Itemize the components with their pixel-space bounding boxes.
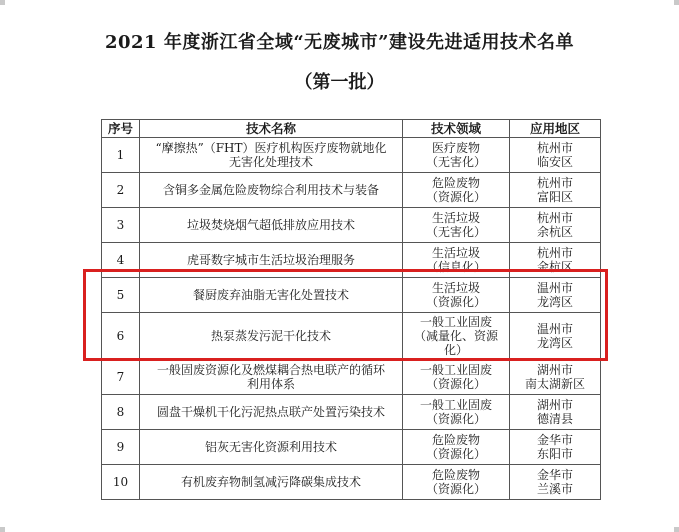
cell-region-line: 余杭区 [536, 225, 573, 239]
cell-region-line: 杭州市 [536, 141, 573, 155]
cell-no [102, 465, 140, 500]
cell-tech-field-line: （无害化） [425, 225, 486, 239]
table-row [102, 208, 601, 243]
cell-region-line: 余杭区 [536, 260, 573, 274]
cell-tech-field [403, 313, 510, 360]
cell-tech-field [403, 360, 510, 395]
table-row [102, 313, 601, 360]
cell-tech-field-line: 一般工业固废 [419, 315, 492, 329]
cell-tech-field [403, 208, 510, 243]
cell-no [102, 243, 140, 278]
cell-tech-name [140, 395, 403, 430]
cell-region-line: 德清县 [536, 412, 573, 426]
cell-tech-name-line: 含铜多金属危险废物综合利用技术与装备 [162, 183, 379, 197]
header-field: 技术领域 [403, 120, 510, 138]
cell-no-line: 1 [116, 148, 125, 162]
cell-region-line: 温州市 [536, 322, 573, 336]
cell-tech-name-line: 利用体系 [246, 377, 295, 391]
cell-tech-field-line: （资源化） [425, 447, 486, 461]
cell-tech-field [403, 395, 510, 430]
cell-region [510, 395, 601, 430]
cell-region [510, 465, 601, 500]
cell-tech-field-line: 一般工业固废 [419, 363, 492, 377]
cell-region [510, 278, 601, 313]
cell-tech-name [140, 313, 403, 360]
cell-tech-name-line: 虎哥数字城市生活垃圾治理服务 [186, 253, 355, 267]
cell-no-line: 3 [116, 218, 125, 232]
cell-region [510, 208, 601, 243]
cell-no-line: 8 [116, 405, 125, 419]
cell-tech-field-line: （资源化） [425, 377, 486, 391]
cell-tech-name [140, 138, 403, 173]
cell-tech-name-line: 一般固废资源化及燃煤耦合热电联产的循环 [156, 363, 385, 377]
cell-no-line: 5 [116, 288, 125, 302]
cell-tech-field-line: （信息化） [425, 260, 486, 274]
cell-region [510, 138, 601, 173]
cell-tech-field-line: 生活垃圾 [431, 281, 480, 295]
cell-tech-field [403, 278, 510, 313]
cell-tech-name [140, 465, 403, 500]
cell-region-line: 兰溪市 [536, 482, 573, 496]
cell-tech-name [140, 430, 403, 465]
cell-tech-name-line: 垃圾焚烧烟气超低排放应用技术 [186, 218, 355, 232]
cell-tech-field [403, 430, 510, 465]
cell-tech-field-line: （资源化） [425, 190, 486, 204]
table-row [102, 430, 601, 465]
header-no: 序号 [102, 120, 140, 138]
cell-tech-field-line: （减量化、资源 [413, 329, 498, 343]
cell-region-line: 龙湾区 [536, 336, 573, 350]
cell-tech-field-line: 危险废物 [431, 468, 480, 482]
cell-no-line: 10 [112, 475, 129, 489]
cell-tech-name-line: 圆盘干燥机干化污泥热点联产处置污染技术 [156, 405, 385, 419]
table-row [102, 395, 601, 430]
cell-tech-field-line: （无害化） [425, 155, 486, 169]
cell-tech-field-line: 化） [443, 343, 468, 357]
header-name: 技术名称 [140, 120, 403, 138]
cell-region-line: 东阳市 [536, 447, 573, 461]
cell-region-line: 湖州市 [536, 363, 573, 377]
cell-region-line: 湖州市 [536, 398, 573, 412]
cell-no [102, 173, 140, 208]
table-header-row [102, 120, 601, 138]
cell-tech-field [403, 138, 510, 173]
cell-no [102, 138, 140, 173]
cell-no [102, 395, 140, 430]
cell-no [102, 208, 140, 243]
cell-region-line: 南太湖新区 [524, 377, 585, 391]
cell-region-line: 富阳区 [536, 190, 573, 204]
cell-tech-field [403, 173, 510, 208]
cell-tech-field-line: 生活垃圾 [431, 211, 480, 225]
cell-tech-field [403, 243, 510, 278]
crop-mark-top-right [674, 0, 679, 5]
cell-no-line: 7 [116, 370, 125, 384]
cell-no-line: 4 [116, 253, 125, 267]
cell-tech-name-line: 有机废弃物制氢减污降碳集成技术 [180, 475, 361, 489]
crop-mark-top-left [0, 0, 5, 5]
cell-region-line: 温州市 [536, 281, 573, 295]
crop-mark-bottom-left [0, 527, 5, 532]
table-row [102, 138, 601, 173]
cell-no [102, 430, 140, 465]
cell-tech-name-line: “摩擦热”（FHT）医疗机构医疗废物就地化 [155, 141, 387, 155]
cell-tech-name-line: 热泵蒸发污泥干化技术 [210, 329, 331, 343]
document-subtitle: （第一批） [294, 72, 385, 93]
cell-region-line: 杭州市 [536, 176, 573, 190]
cell-region-line: 杭州市 [536, 211, 573, 225]
cell-tech-field-line: （资源化） [425, 482, 486, 496]
table-row [102, 278, 601, 313]
cell-tech-name [140, 278, 403, 313]
cell-tech-name [140, 243, 403, 278]
header-area: 应用地区 [510, 120, 601, 138]
cell-tech-field-line: 危险废物 [431, 433, 480, 447]
cell-tech-field [403, 465, 510, 500]
cell-region-line: 龙湾区 [536, 295, 573, 309]
table-row [102, 173, 601, 208]
cell-tech-name-line: 无害化处理技术 [228, 155, 313, 169]
cell-no-line: 9 [116, 440, 125, 454]
cell-tech-name [140, 208, 403, 243]
cell-tech-field-line: 医疗废物 [431, 141, 480, 155]
cell-region-line: 临安区 [536, 155, 573, 169]
cell-no-line: 6 [116, 329, 125, 343]
cell-tech-name-line: 铝灰无害化资源利用技术 [204, 440, 337, 454]
cell-no [102, 360, 140, 395]
cell-region [510, 430, 601, 465]
cell-region-line: 杭州市 [536, 246, 573, 260]
cell-no [102, 278, 140, 313]
cell-tech-field-line: 一般工业固废 [419, 398, 492, 412]
cell-tech-field-line: （资源化） [425, 412, 486, 426]
cell-region [510, 173, 601, 208]
crop-mark-bottom-right [674, 527, 679, 532]
cell-no-line: 2 [116, 183, 125, 197]
table-row [102, 360, 601, 395]
cell-no [102, 313, 140, 360]
cell-region [510, 313, 601, 360]
cell-tech-name [140, 173, 403, 208]
cell-region [510, 243, 601, 278]
cell-tech-field-line: （资源化） [425, 295, 486, 309]
cell-region-line: 金华市 [536, 468, 573, 482]
table-row [102, 243, 601, 278]
cell-tech-field-line: 危险废物 [431, 176, 480, 190]
cell-tech-name [140, 360, 403, 395]
document-title: 2021 年度浙江省全域“无废城市”建设先进适用技术名单 [104, 32, 575, 53]
table-body [102, 138, 601, 500]
cell-region-line: 金华市 [536, 433, 573, 447]
cell-tech-field-line: 生活垃圾 [431, 246, 480, 260]
table-row [102, 465, 601, 500]
cell-tech-name-line: 餐厨废弃油脂无害化处置技术 [192, 288, 349, 302]
cell-region [510, 360, 601, 395]
technology-table [101, 119, 601, 500]
